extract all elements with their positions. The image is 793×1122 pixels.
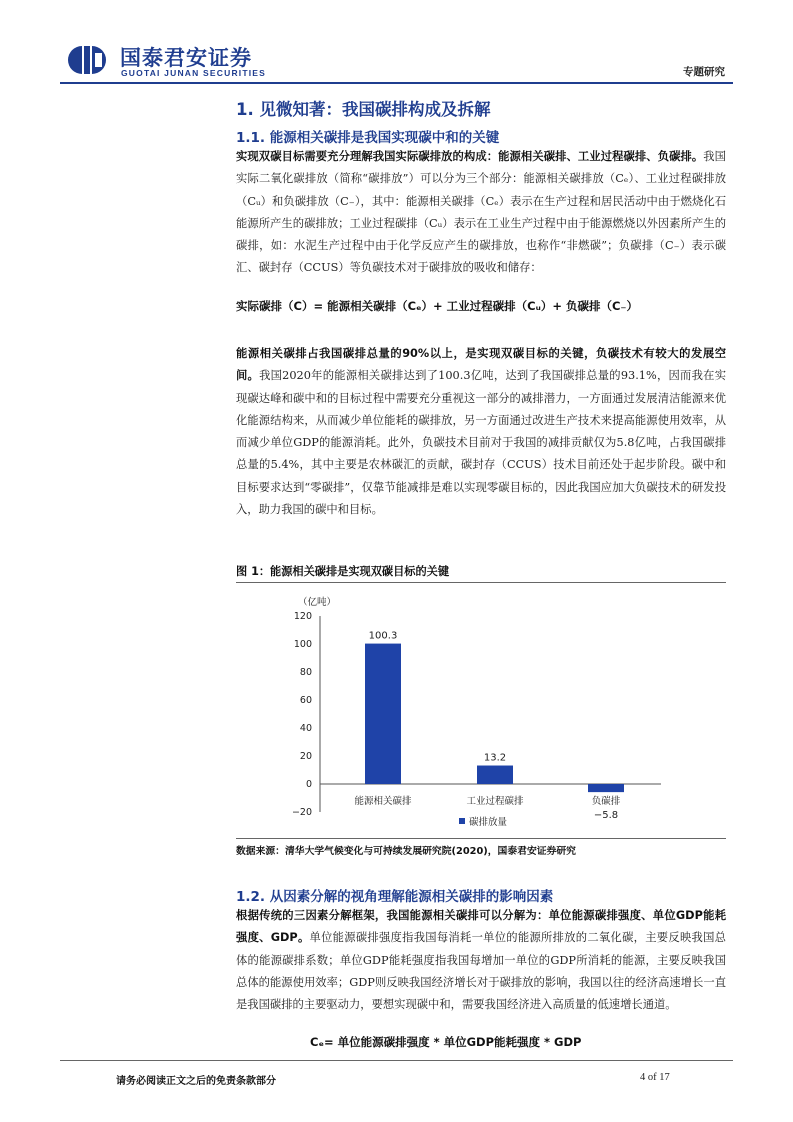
formula-energy-emission: Cₑ= 单位能源碳排强度 * 单位GDP能耗强度 * GDP — [310, 1035, 582, 1049]
y-tick-label: 40 — [299, 723, 312, 734]
company-name-en: GUOTAI JUNAN SECURITIES — [121, 68, 267, 78]
section-title: 1. 见微知著：我国碳排构成及拆解 — [236, 100, 491, 119]
bar-value-label: 100.3 — [368, 630, 398, 642]
legend-swatch — [459, 818, 465, 824]
y-tick-label: 80 — [299, 667, 312, 678]
paragraph-3 — [236, 905, 726, 1016]
x-tick-label: 工业过程碳排 — [466, 796, 524, 807]
x-tick-label: 能源相关碳排 — [354, 796, 412, 807]
figure-source: 数据来源：清华大学气候变化与可持续发展研究院(2020)，国泰君安证券研究 — [236, 846, 576, 857]
header-divider — [60, 82, 733, 84]
figure-bottom-rule — [236, 838, 726, 839]
figure-top-rule — [236, 582, 726, 583]
document-type: 专题研究 — [683, 66, 725, 78]
bar-3 — [588, 784, 624, 792]
subsection-title-1-2: 1.2. 从因素分解的视角理解能源相关碳排的影响因素 — [236, 889, 554, 905]
y-axis — [292, 611, 312, 818]
paragraph-3-lead: 根据传统的三因素分解框架，我国能源相关碳排可以分解为：单位能源碳排强度、单位GDP能耗强度、GDP。 — [236, 909, 726, 945]
y-tick-label: 60 — [299, 695, 312, 706]
y-tick-label: −20 — [291, 807, 312, 818]
disclaimer-note: 请务必阅读正文之后的免责条款部分 — [116, 1076, 276, 1087]
paragraph-1-body: 我国实际二氧化碳排放（简称“碳排放”）可以分为三个部分：能源相关碳排放（Cₑ）、工业过程碳排放（Cᵤ）和负碳排放（C₋），其中：能源相关碳排（Cₑ）表示在生产过程和居民活动中由于燃烧化石能源所产生的碳排放；工业过程碳排（Cᵤ）表示在工业生产过程中由于能源燃烧以外因素所产生的碳排，如：水泥生产过程中由于化学反应产生的碳排放，也称作“非燃碳”；负碳排（C₋）表示碳汇、碳封存（CCUS）等负碳技术对于碳排放的吸收和储存： — [236, 150, 726, 275]
page-number: 4 of 17 — [640, 1072, 670, 1083]
y-tick-label: 120 — [293, 611, 312, 622]
y-tick-label: 0 — [305, 779, 312, 790]
legend-label: 碳排放量 — [469, 817, 508, 828]
bar-2 — [477, 766, 513, 784]
paragraph-2 — [236, 343, 726, 521]
chart-unit-label: （亿吨） — [298, 597, 337, 608]
paragraph-2-body: 我国2020年的能源相关碳排达到了100.3亿吨，达到了我国碳排总量的93.1%，因而我在实现碳达峰和碳中和的目标过程中需要充分重视这一部分的减排潜力，一方面通过发展清洁能源来优化能源结构来，从而减少单位能耗的碳排放，另一方面通过改进生产技术来提高能源使用效率，从而减少单位GDP的能源消耗。此外，负碳技术目前对于我国的减排贡献仅为5.8亿吨，占我国碳排总量的5.4%，其中主要是农林碳汇的贡献，碳封存（CCUS）技术目前还处于起步阶段。碳中和目标要求达到“零碳排”，仅靠节能减排是难以实现零碳目标的，因此我国应加大负碳技术的研发投入，助力我国的碳中和目标。 — [236, 369, 726, 517]
y-tick-label: 20 — [299, 751, 312, 762]
subsection-title-1-1: 1.1. 能源相关碳排是我国实现碳中和的关键 — [236, 130, 500, 146]
bar-value-label: −5.8 — [593, 810, 619, 822]
bar-value-label: 13.2 — [483, 752, 507, 764]
company-logo-icon — [66, 44, 110, 76]
bar-chart — [236, 586, 726, 838]
bar-1 — [365, 644, 401, 784]
paragraph-1-lead: 实现双碳目标需要充分理解我国实际碳排放的构成：能源相关碳排、工业过程碳排、负碳排。 — [236, 150, 704, 163]
y-tick-label: 100 — [293, 639, 312, 650]
figure-title: 图 1：能源相关碳排是实现双碳目标的关键 — [236, 565, 450, 578]
company-name-cn: 国泰君安证券 — [120, 46, 252, 70]
formula-actual-emission: 实际碳排（C）= 能源相关碳排（Cₑ）+ 工业过程碳排（Cᵤ）+ 负碳排（C₋） — [236, 299, 638, 313]
footer-divider — [60, 1060, 733, 1061]
paragraph-1 — [236, 146, 726, 280]
paragraph-3-body: 单位能源碳排强度指我国每消耗一单位的能源所排放的二氧化碳，主要反映我国总体的能源碳排系数；单位GDP能耗强度指我国每增加一单位的GDP所消耗的能源，主要反映我国总体的能源使用效率；GDP则反映我国经济增长对于碳排放的影响，我国以往的经济高速增长一直是我国碳排的主要驱动力，要想实现碳中和，需要我国经济进入高质量的低速增长通道。 — [236, 931, 726, 1012]
paragraph-2-lead: 能源相关碳排占我国碳排总量的90%以上，是实现双碳目标的关键，负碳技术有较大的发展空间。 — [236, 347, 726, 383]
x-tick-label: 负碳排 — [591, 796, 621, 807]
